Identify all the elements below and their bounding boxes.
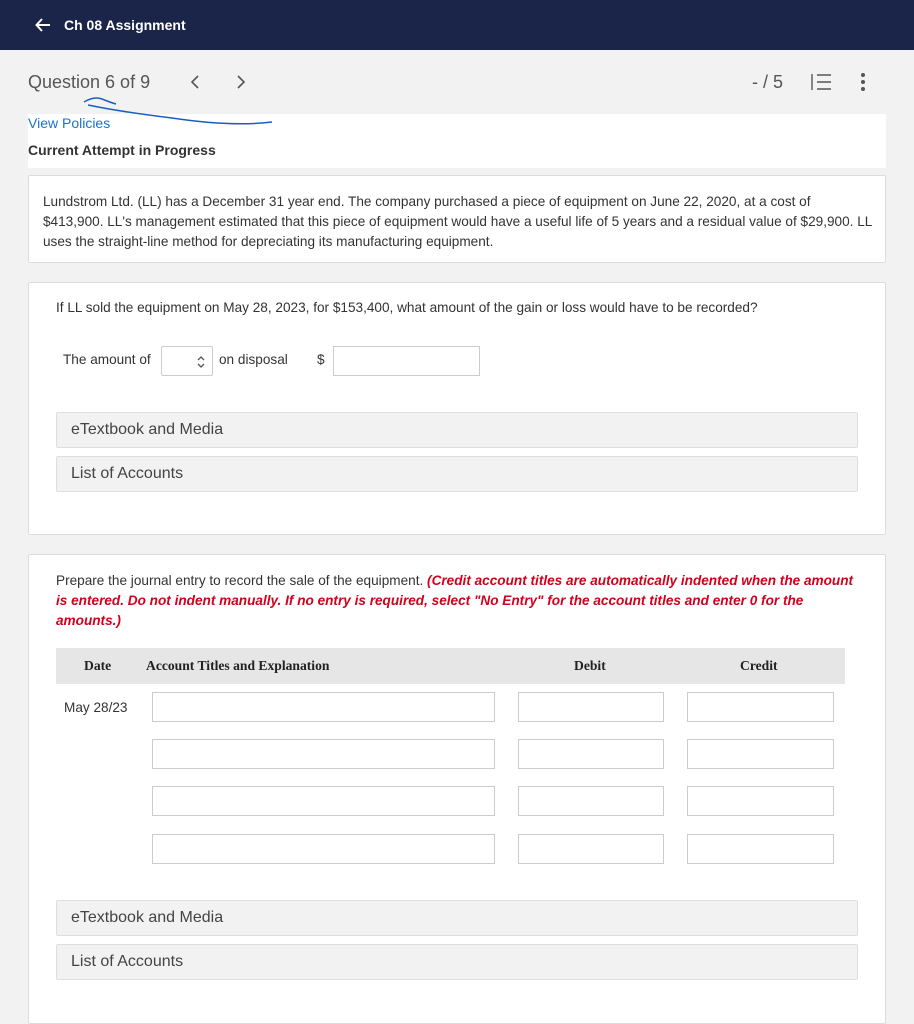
account-title-input[interactable] [152,786,495,816]
journal-table-header [56,648,845,684]
more-options-icon[interactable] [856,72,870,92]
debit-input[interactable] [518,786,664,816]
on-disposal-label: on disposal [219,352,288,367]
problem-text: Lundstrom Ltd. (LL) has a December 31 year end. The company purchased a piece of equipment on June 22, 2020, at a cost of $413,900. LL's management estimated that this piece of equipment would have a useful life of 5 years and a residual value of $29,900. LL uses the straight-line method for depreciating its manufacturing equipment. [43,194,872,249]
column-account-titles: Account Titles and Explanation [146,658,330,673]
amount-of-label: The amount of [63,352,151,367]
column-debit: Debit [574,658,606,673]
journal-entry-card [28,554,886,1024]
column-date: Date [84,658,112,673]
gain-loss-prompt: If LL sold the equipment on May 28, 2023, for $153,400, what amount of the gain or loss would have to be recorded? [56,300,758,315]
top-bar [0,0,914,50]
credit-input[interactable] [687,739,834,769]
question-counter: Question 6 of 9 [28,72,151,92]
view-policies-link[interactable]: View Policies [28,115,111,131]
credit-input[interactable] [687,834,834,864]
question-list-icon[interactable] [810,72,832,92]
disposal-amount-input[interactable] [333,346,480,376]
account-title-input[interactable] [152,692,495,722]
attempt-status: Current Attempt in Progress [28,142,216,158]
pen-annotation [82,90,282,130]
list-of-accounts-button[interactable]: List of Accounts [56,456,858,492]
entry-date: May 28/23 [64,700,128,715]
list-of-accounts-button[interactable]: List of Accounts [56,944,858,980]
problem-statement-card [28,175,886,263]
debit-input[interactable] [518,692,664,722]
select-caret-icon [196,355,206,369]
back-arrow-icon[interactable] [34,16,52,34]
score-display: - / 5 [752,72,784,92]
column-credit: Credit [740,658,778,673]
journal-entry-prompt [56,571,862,631]
journal-entry-note: (Credit account titles are automatically indented when the amount is entered. Do not indent manually. If no entry is required, select "No Entry" for the account titles and enter 0 for the amounts.) [56,573,854,628]
etextbook-media-button[interactable]: eTextbook and Media [56,412,858,448]
gain-loss-question-card [28,282,886,535]
currency-symbol: $ [317,352,325,367]
gain-loss-select[interactable] [161,346,213,376]
credit-input[interactable] [687,786,834,816]
debit-input[interactable] [518,739,664,769]
etextbook-media-button[interactable]: eTextbook and Media [56,900,858,936]
account-title-input[interactable] [152,834,495,864]
credit-input[interactable] [687,692,834,722]
account-title-input[interactable] [152,739,495,769]
journal-entry-prompt-text: Prepare the journal entry to record the sale of the equipment. [56,573,424,588]
assignment-title: Ch 08 Assignment [64,17,186,33]
debit-input[interactable] [518,834,664,864]
